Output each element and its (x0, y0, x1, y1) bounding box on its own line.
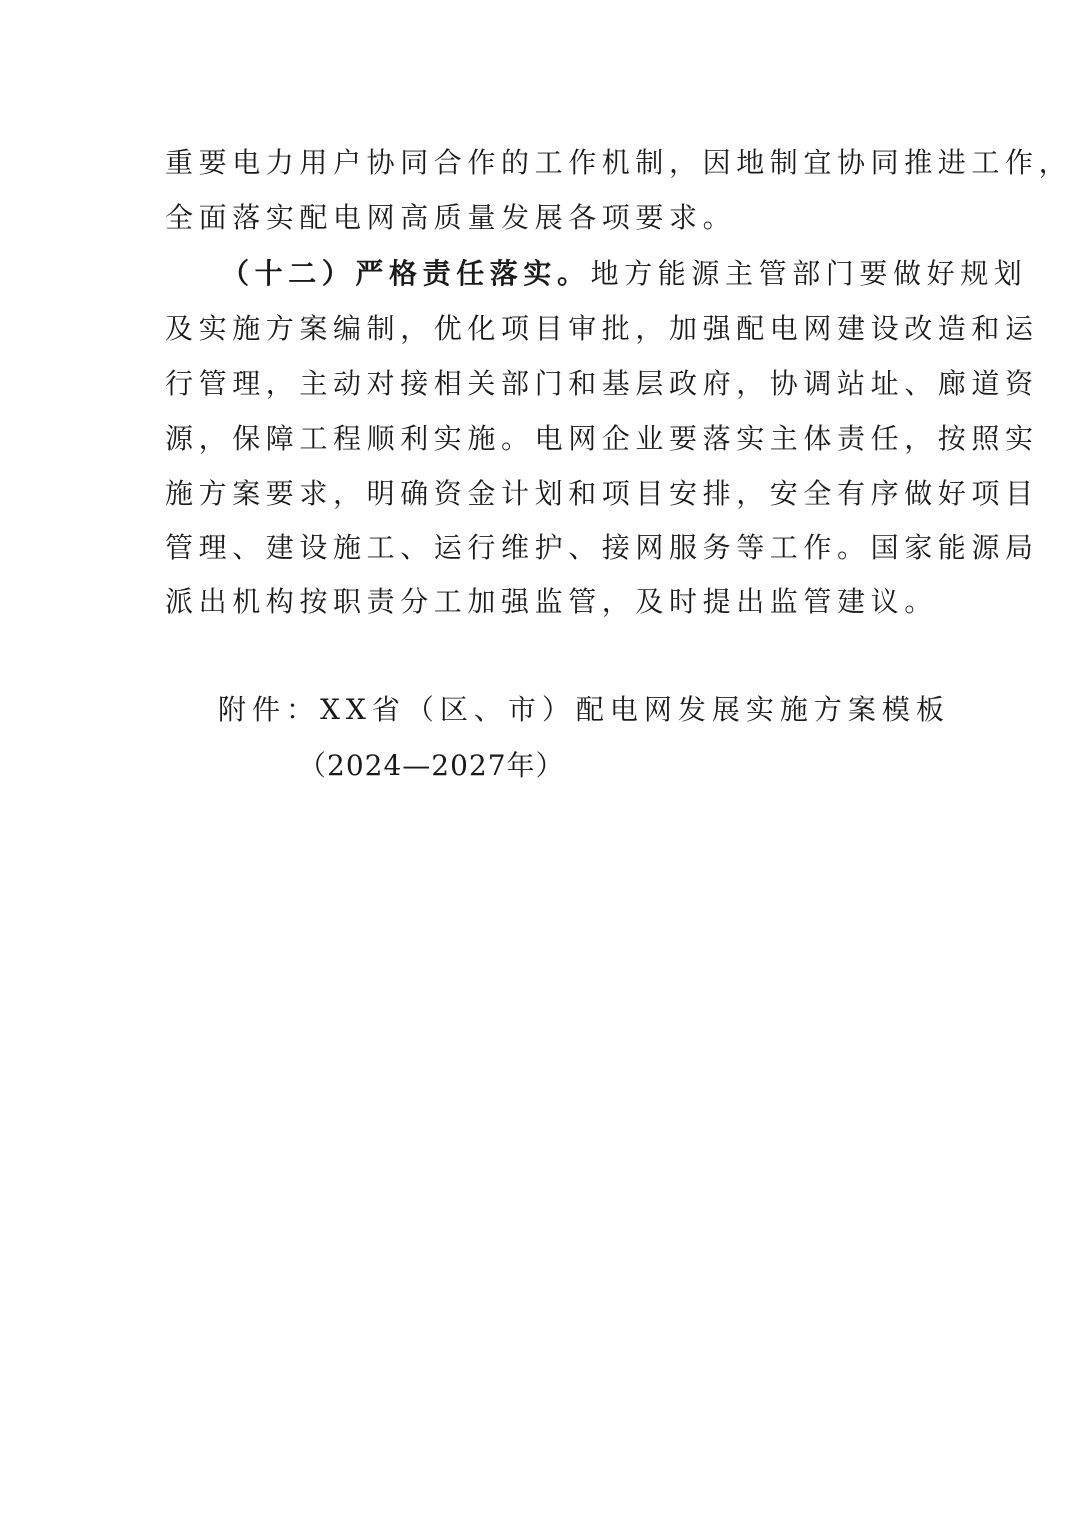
paragraph-2-line-1-text: 地方能源主管部门要做好规划 (590, 257, 1028, 290)
paragraph-1-line-2: 全面落实配电网高质量发展各项要求。 (165, 201, 737, 234)
paragraph-2-line-4: 源，保障工程顺利实施。电网企业要落实主体责任，按照实 (165, 422, 1039, 455)
section-heading: （十二）严格责任落实。 (221, 257, 591, 290)
paragraph-2-line-5: 施方案要求，明确资金计划和项目安排，安全有序做好项目 (165, 477, 1039, 510)
paragraph-2-line-7: 派出机构按职责分工加强监管，及时提出监管建议。 (165, 585, 938, 618)
paragraph-2-line-3: 行管理，主动对接相关部门和基层政府，协调站址、廊道资 (165, 367, 1039, 400)
paragraph-2-line-1 (221, 254, 1028, 294)
paragraph-2-line-2: 及实施方案编制，优化项目审批，加强配电网建设改造和运 (165, 312, 1039, 345)
paragraph-1-line-1: 重要电力用户协同合作的工作机制，因地制宜协同推进工作， (165, 146, 1073, 179)
paragraph-2-line-6: 管理、建设施工、运行维护、接网服务等工作。国家能源局 (165, 531, 1039, 564)
attachment-year-range: （2024—2027年） (298, 749, 565, 782)
attachment-label: 附件：XX省（区、市）配电网发展实施方案模板 (218, 693, 950, 726)
